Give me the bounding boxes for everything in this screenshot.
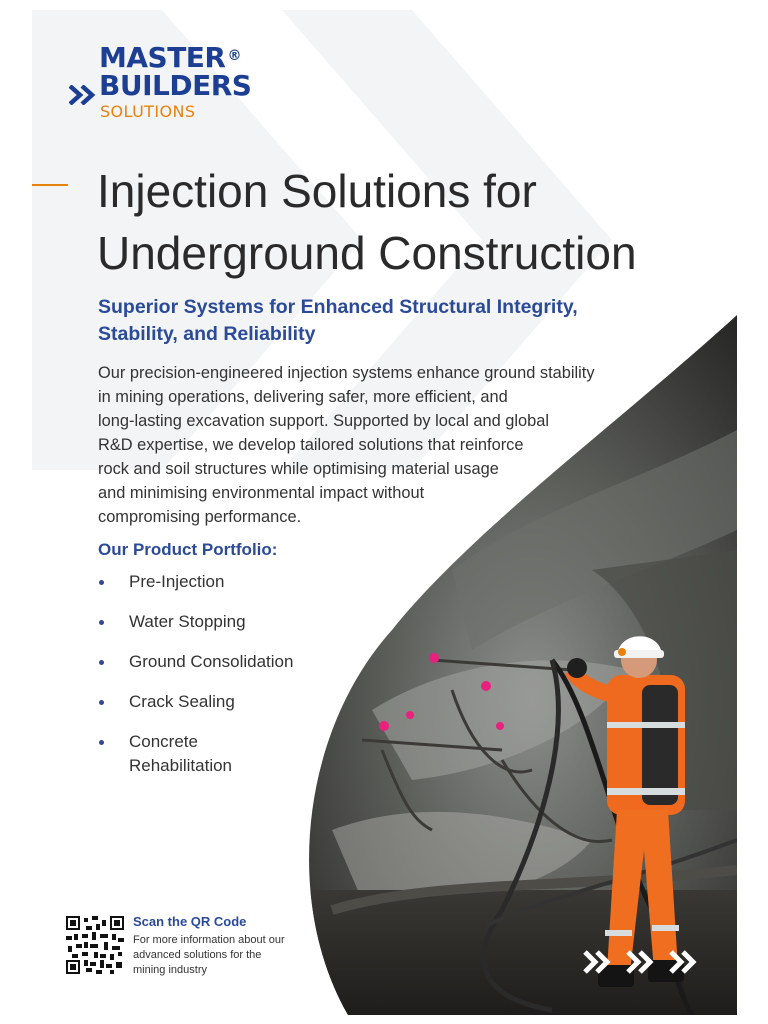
page-title bbox=[97, 160, 717, 284]
subtitle-line-1: Superior Systems for Enhanced Structural Integrity, bbox=[98, 296, 578, 318]
triple-chevron-icon bbox=[581, 946, 703, 978]
registered-mark: ® bbox=[227, 48, 241, 64]
title-accent-dash bbox=[32, 184, 68, 186]
logo-line-master: MASTER ® bbox=[99, 41, 241, 74]
portfolio-item-label: Crack Sealing bbox=[129, 692, 235, 711]
portfolio-item-label: Concrete Rehabilitation bbox=[129, 732, 233, 775]
double-chevron-icon bbox=[69, 85, 97, 105]
intro-line: Our precision-engineered injection systems enhance ground stability bbox=[98, 364, 595, 382]
logo-line-solutions: SOLUTIONS bbox=[100, 102, 196, 121]
intro-line: rock and soil structures while optimising material usage bbox=[98, 460, 499, 478]
list-item bbox=[95, 730, 329, 778]
qr-title: Scan the QR Code bbox=[133, 914, 247, 929]
logo-line-builders: BUILDERS bbox=[99, 69, 252, 102]
portfolio-item-label: Water Stopping bbox=[129, 612, 246, 631]
intro-line: long-lasting excavation support. Supported by local and global bbox=[98, 412, 550, 430]
product-portfolio-list bbox=[95, 570, 329, 794]
brochure-page bbox=[32, 10, 737, 1015]
intro-line: and minimising environmental impact without bbox=[98, 484, 425, 502]
subtitle-line-2: Stability, and Reliability bbox=[98, 323, 316, 345]
intro-line: compromising performance. bbox=[98, 508, 302, 526]
list-item bbox=[95, 690, 329, 714]
page-subtitle bbox=[98, 294, 578, 348]
list-item bbox=[95, 610, 329, 634]
list-item bbox=[95, 650, 329, 674]
portfolio-item-label: Ground Consolidation bbox=[129, 652, 294, 671]
intro-line: R&D expertise, we develop tailored solutions that reinforce bbox=[98, 436, 524, 454]
intro-paragraph bbox=[98, 361, 595, 529]
list-item bbox=[95, 570, 329, 594]
intro-line: in mining operations, delivering safer, more efficient, and bbox=[98, 388, 508, 406]
qr-description: For more information about our advanced solutions for the mining industry bbox=[133, 934, 285, 976]
title-line-2: Underground Construction bbox=[97, 227, 637, 279]
title-line-1: Injection Solutions for bbox=[97, 165, 537, 217]
qr-code[interactable] bbox=[66, 916, 124, 974]
portfolio-heading: Our Product Portfolio: bbox=[98, 540, 278, 559]
portfolio-item-label: Pre-Injection bbox=[129, 572, 225, 591]
